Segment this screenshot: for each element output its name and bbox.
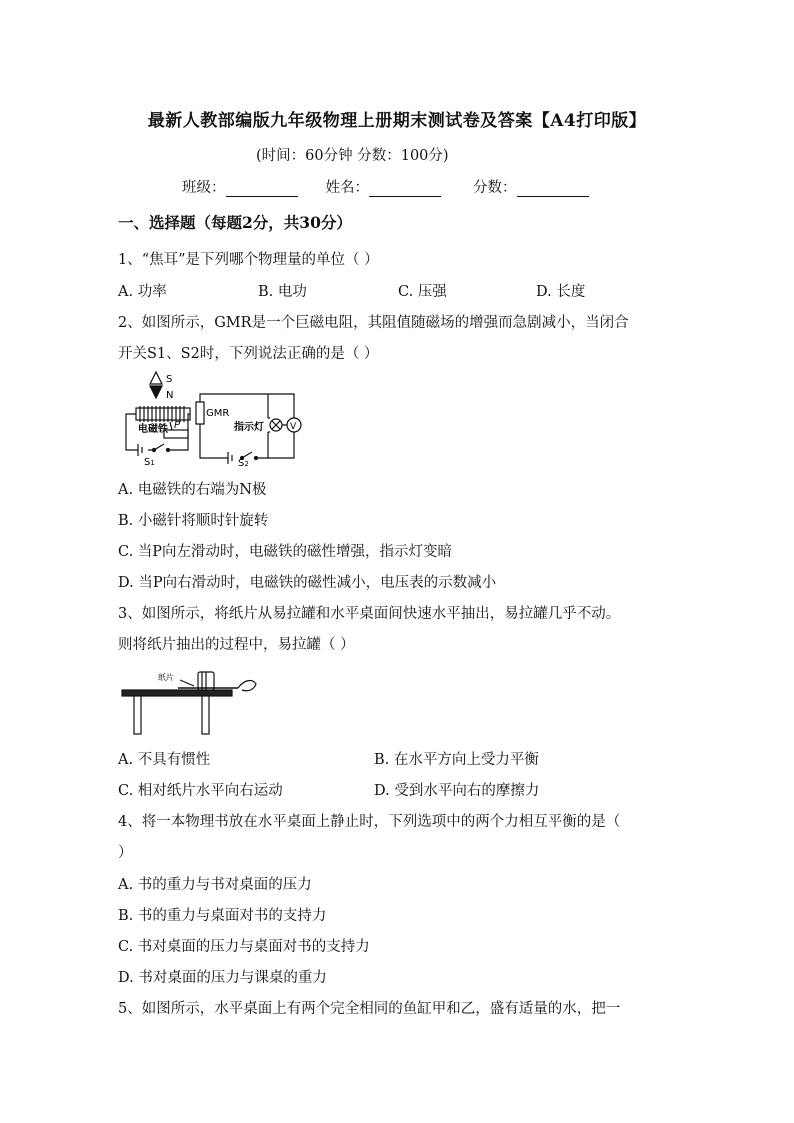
q3-option-c[interactable]: C. 相对纸片水平向右运动 bbox=[118, 783, 283, 799]
label-s1: S1 bbox=[144, 457, 155, 466]
label-indicator-lamp: 指示灯 bbox=[234, 422, 264, 433]
exam-subtitle: (时间：60分钟 分数：100分) bbox=[256, 148, 449, 164]
q2-option-d[interactable]: D. 当P向右滑动时，电磁铁的磁性减小，电压表的示数减小 bbox=[118, 575, 497, 591]
label-s2: S2 bbox=[238, 458, 249, 466]
q1-option-d[interactable]: D. 长度 bbox=[536, 284, 586, 300]
q2-option-a[interactable]: A. 电磁铁的右端为N极 bbox=[118, 482, 267, 498]
q3-option-b[interactable]: B. 在水平方向上受力平衡 bbox=[374, 752, 539, 768]
score-label: 分数： bbox=[473, 180, 517, 196]
q1-option-a[interactable]: A. 功率 bbox=[118, 284, 167, 300]
score-blank[interactable] bbox=[517, 180, 589, 197]
label-v: V bbox=[290, 422, 297, 432]
q4-stem-line2: ） bbox=[118, 845, 133, 861]
name-blank[interactable] bbox=[369, 180, 441, 197]
q2-stem-line2: 开关S1、S2时，下列说法正确的是（ ） bbox=[118, 346, 379, 362]
q4-option-d[interactable]: D. 书对桌面的压力与课桌的重力 bbox=[118, 970, 327, 986]
exam-title: 最新人教部编版九年级物理上册期末测试卷及答案【A4打印版】 bbox=[147, 111, 647, 131]
q3-options-row1 bbox=[118, 748, 539, 769]
score-field bbox=[473, 176, 589, 197]
q1-stem: 1、“焦耳”是下列哪个物理量的单位（ ） bbox=[118, 252, 379, 268]
name-field bbox=[326, 176, 442, 197]
q5-stem-line1: 5、如图所示，水平桌面上有两个完全相同的鱼缸甲和乙，盛有适量的水，把一 bbox=[118, 1001, 621, 1017]
rheostat-slider bbox=[170, 422, 172, 430]
class-label: 班级： bbox=[182, 180, 226, 196]
q3-options-row2 bbox=[118, 779, 539, 800]
can-paper-figure bbox=[118, 664, 268, 736]
label-s: S bbox=[166, 374, 173, 385]
label-n: N bbox=[166, 390, 174, 401]
hand bbox=[238, 681, 256, 691]
table-top bbox=[122, 690, 232, 696]
q4-option-a[interactable]: A. 书的重力与书对桌面的压力 bbox=[118, 877, 312, 893]
paper-pointer bbox=[180, 680, 194, 686]
section-title: 一、选择题（每题2分，共30分） bbox=[118, 213, 352, 232]
q2-stem-line1: 2、如图所示，GMR是一个巨磁电阻，其阻值随磁场的增强而急剧减小，当闭合 bbox=[118, 315, 629, 331]
q4-option-b[interactable]: B. 书的重力与桌面对书的支持力 bbox=[118, 908, 327, 924]
label-p: P bbox=[174, 420, 181, 431]
q2-option-c[interactable]: C. 当P向左滑动时，电磁铁的磁性增强，指示灯变暗 bbox=[118, 544, 453, 560]
q3-stem-line1: 3、如图所示，将纸片从易拉罐和水平桌面间快速水平抽出，易拉罐几乎不动。 bbox=[118, 606, 621, 622]
class-field bbox=[182, 176, 298, 197]
q1-option-b[interactable]: B. 电功 bbox=[258, 284, 307, 300]
needle-south bbox=[150, 372, 162, 384]
label-electromagnet: 电磁铁 bbox=[138, 424, 168, 435]
q1-options bbox=[118, 280, 585, 301]
q1-option-c[interactable]: C. 压强 bbox=[398, 284, 447, 300]
name-label: 姓名： bbox=[325, 180, 369, 196]
label-gmr: GMR bbox=[206, 408, 230, 419]
gmr-circuit-figure bbox=[118, 370, 318, 466]
table-leg-right bbox=[202, 696, 209, 734]
battery-1 bbox=[138, 444, 142, 456]
battery-2 bbox=[228, 452, 232, 464]
q4-stem-line1: 4、将一本物理书放在水平桌面上静止时，下列选项中的两个力相互平衡的是（ bbox=[118, 814, 621, 830]
table-leg-left bbox=[134, 696, 141, 734]
q3-option-a[interactable]: A. 不具有惯性 bbox=[118, 752, 211, 768]
q4-option-c[interactable]: C. 书对桌面的压力与桌面对书的支持力 bbox=[118, 939, 370, 955]
q3-option-d[interactable]: D. 受到水平向右的摩擦力 bbox=[374, 783, 540, 799]
student-info-row bbox=[182, 176, 617, 197]
q2-option-b[interactable]: B. 小磁针将顺时针旋转 bbox=[118, 513, 269, 529]
gmr-resistor bbox=[196, 402, 204, 424]
needle-north bbox=[150, 386, 162, 398]
q3-stem-line2: 则将纸片抽出的过程中，易拉罐（ ） bbox=[118, 637, 355, 653]
label-paper: 纸片 bbox=[158, 673, 174, 682]
class-blank[interactable] bbox=[226, 180, 298, 197]
